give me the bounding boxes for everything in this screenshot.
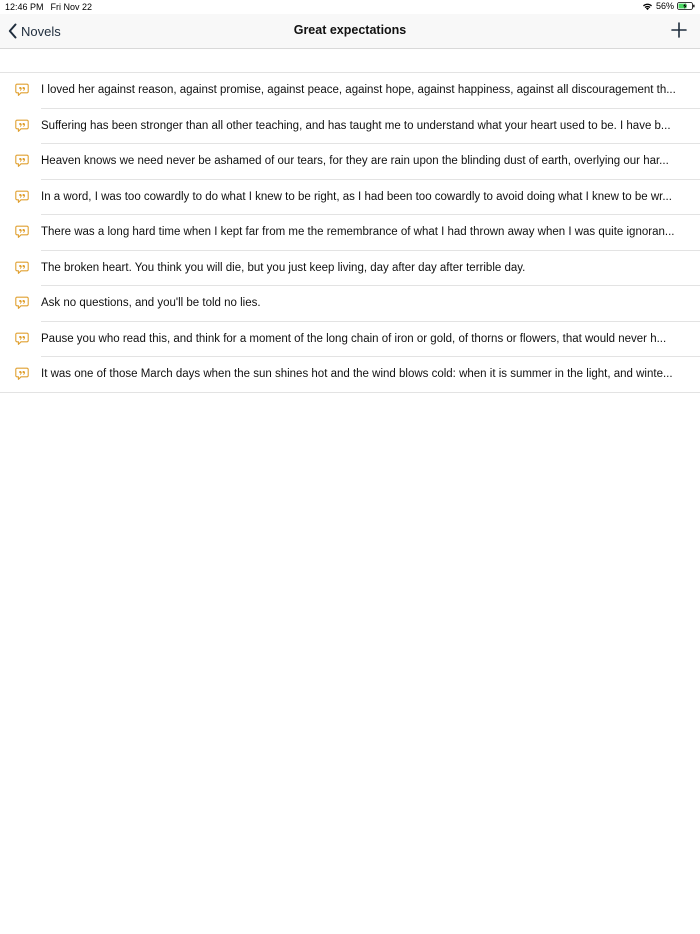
list-item[interactable] <box>0 109 700 145</box>
wifi-icon <box>642 2 653 11</box>
quote-bubble-icon <box>15 190 29 204</box>
row-divider <box>0 392 700 393</box>
list-item[interactable] <box>0 215 700 251</box>
quote-text: Suffering has been stronger than all other teaching, and has taught me to understand what your heart used to be. I have b... <box>41 119 671 132</box>
list-item[interactable] <box>0 144 700 180</box>
quote-list <box>0 72 700 393</box>
quote-text: In a word, I was too cowardly to do what I knew to be right, as I had been too cowardly to avoid doing what I knew to be wr... <box>41 190 672 203</box>
quote-text: Ask no questions, and you'll be told no lies. <box>41 297 261 309</box>
quote-text: There was a long hard time when I kept far from me the remembrance of what I had thrown away when I was quite ignoran... <box>41 226 675 238</box>
quote-text: The broken heart. You think you will die, but you just keep living, day after day after terrible day. <box>41 261 526 274</box>
quote-bubble-icon <box>15 119 29 133</box>
quote-text: I loved her against reason, against promise, against peace, against hope, against happiness, against all discouragement th... <box>41 84 676 96</box>
quote-bubble-icon <box>15 154 29 168</box>
quote-text: It was one of those March days when the sun shines hot and the wind blows cold: when it is summer in the light, and winte... <box>41 368 673 380</box>
quote-bubble-icon <box>15 261 29 275</box>
quote-bubble-icon <box>15 332 29 346</box>
battery-percent: 56% <box>655 1 674 11</box>
battery-charging-icon <box>677 2 695 10</box>
status-date: Fri Nov 22 <box>50 2 93 12</box>
quote-bubble-icon <box>15 83 29 97</box>
quote-text: Heaven knows we need never be ashamed of our tears, for they are rain upon the blinding dust of earth, overlying our har... <box>41 155 669 167</box>
list-item[interactable] <box>0 286 700 322</box>
status-left <box>5 2 92 12</box>
list-item[interactable] <box>0 322 700 358</box>
status-time: 12:46 PM <box>5 2 44 12</box>
list-item[interactable] <box>0 251 700 287</box>
quote-bubble-icon <box>15 367 29 381</box>
page-title: Great expectations <box>293 23 407 37</box>
back-button-label: Novels <box>21 23 61 39</box>
status-bar <box>0 0 700 14</box>
quote-text: Pause you who read this, and think for a moment of the long chain of iron or gold, of thorns or flowers, that would never h... <box>41 332 667 345</box>
list-item[interactable] <box>0 73 700 109</box>
plus-icon[interactable] <box>670 21 688 39</box>
quote-bubble-icon <box>15 225 29 239</box>
status-right <box>642 1 695 11</box>
list-item[interactable] <box>0 180 700 216</box>
navigation-bar <box>0 14 700 49</box>
quote-bubble-icon <box>15 296 29 310</box>
list-item[interactable] <box>0 357 700 393</box>
